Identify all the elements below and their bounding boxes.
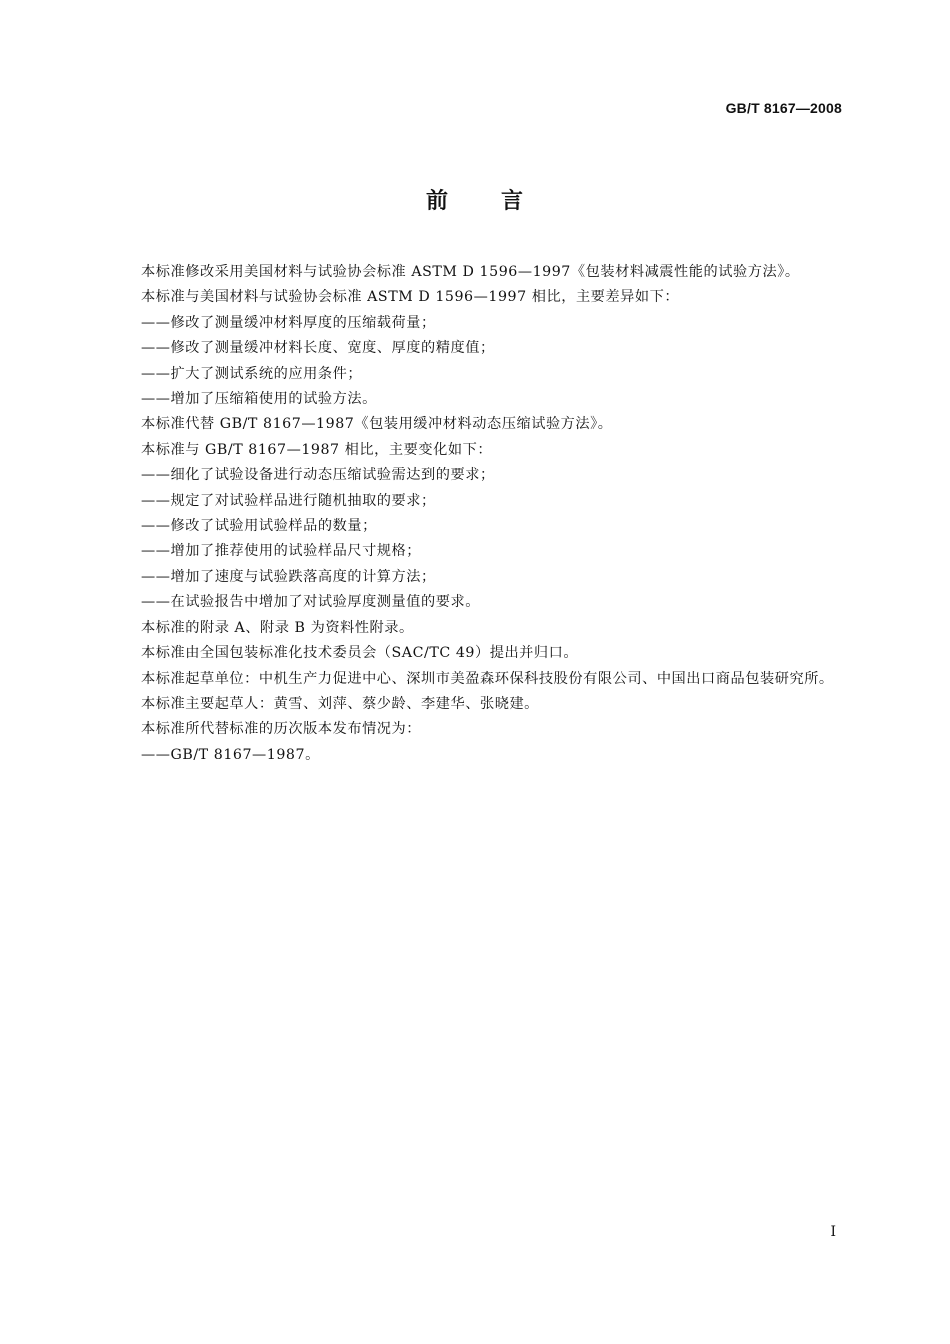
paragraph: 本标准代替 GB/T 8167—1987《包装用缓冲材料动态压缩试验方法》。 <box>141 416 613 433</box>
standard-code: GB/T 8167—2008 <box>725 100 842 116</box>
list-item: ——细化了试验设备进行动态压缩试验需达到的要求； <box>141 467 495 484</box>
page-number: I <box>830 1224 836 1240</box>
list-item: ——在试验报告中增加了对试验厚度测量值的要求。 <box>141 594 480 611</box>
list-item: ——扩大了测试系统的应用条件； <box>141 365 363 382</box>
list-item: ——增加了压缩箱使用的试验方法。 <box>141 391 377 408</box>
list-item: ——增加了推荐使用的试验样品尺寸规格； <box>141 543 422 560</box>
list-item: ——增加了速度与试验跌落高度的计算方法； <box>141 568 436 585</box>
list-item: ——修改了测量缓冲材料长度、宽度、厚度的精度值； <box>141 340 495 357</box>
paragraph: 本标准主要起草人：黄雪、刘萍、蔡少龄、李建华、张晓建。 <box>141 695 539 712</box>
page-title <box>0 184 950 215</box>
list-item: ——修改了试验用试验样品的数量； <box>141 518 377 535</box>
list-item: ——规定了对试验样品进行随机抽取的要求； <box>141 492 436 509</box>
paragraph: 本标准修改采用美国材料与试验协会标准 ASTM D 1596—1997《包装材料减震性能的试验方法》。 <box>141 264 800 280</box>
list-item: ——修改了测量缓冲材料厚度的压缩载荷量； <box>141 314 436 331</box>
title-char-1: 前 <box>425 189 449 214</box>
title-char-2: 言 <box>501 189 525 214</box>
list-item: ——GB/T 8167—1987。 <box>141 746 320 763</box>
paragraph: 本标准的附录 A、附录 B 为资料性附录。 <box>141 619 414 636</box>
paragraph: 本标准由全国包装标准化技术委员会（SAC/TC 49）提出并归口。 <box>141 645 579 662</box>
paragraph: 本标准与 GB/T 8167—1987 相比，主要变化如下： <box>141 441 493 458</box>
preface-body <box>109 260 844 768</box>
paragraph: 本标准所代替标准的历次版本发布情况为： <box>141 721 422 738</box>
paragraph: 本标准起草单位：中机生产力促进中心、深圳市美盈森环保科技股份有限公司、中国出口商品包装研究所。 <box>141 670 834 687</box>
paragraph: 本标准与美国材料与试验协会标准 ASTM D 1596—1997 相比，主要差异如下： <box>141 289 680 306</box>
